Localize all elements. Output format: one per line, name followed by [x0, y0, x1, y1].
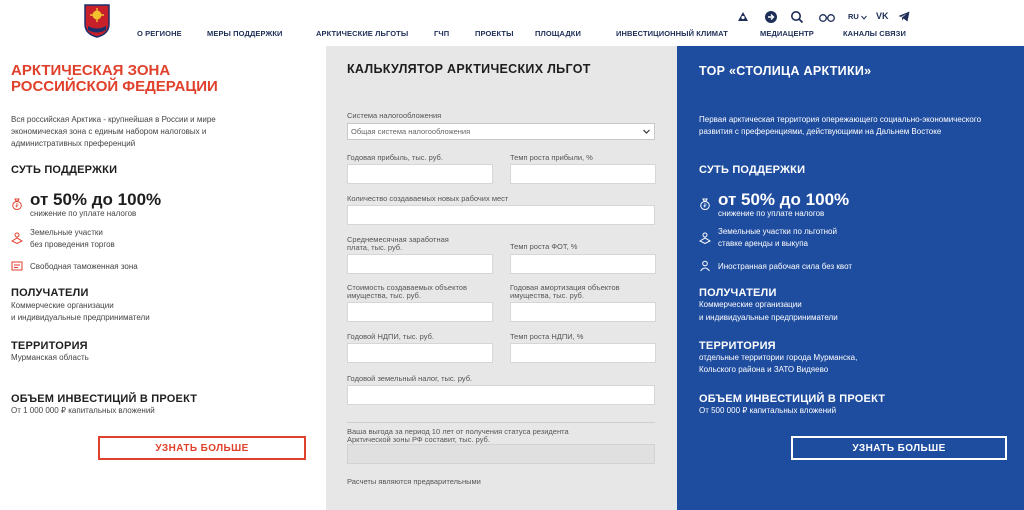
- arctic-benefits-calculator: [326, 46, 677, 510]
- profit-label: Годовая прибыль, тыс. руб.: [347, 153, 443, 162]
- investment-title: ОБЪЕМ ИНВЕСТИЦИЙ В ПРОЕКТ: [11, 393, 198, 405]
- money-bag-icon: [699, 198, 711, 210]
- customs-icon: [11, 260, 23, 272]
- territory-title: ТЕРРИТОРИЯ: [11, 340, 88, 352]
- profit-rate-input[interactable]: [510, 164, 656, 184]
- tax-system-select[interactable]: [347, 123, 655, 140]
- result-label-line1: Ваша выгода за период 10 лет от получения статуса резидента: [347, 427, 569, 436]
- calculator-title: КАЛЬКУЛЯТОР АРКТИЧЕСКИХ ЛЬГОТ: [347, 62, 591, 76]
- land-plot-icon: [11, 232, 23, 244]
- login-icon[interactable]: [764, 10, 778, 24]
- accessibility-icon[interactable]: [736, 10, 750, 24]
- nav-investment-climate[interactable]: ИНВЕСТИЦИОННЫЙ КЛИМАТ: [616, 29, 728, 38]
- land-plot-icon: [699, 232, 711, 244]
- territory-text: Мурманская область: [11, 353, 89, 362]
- result-label-line2: Арктической зоны РФ составит, тыс. руб.: [347, 435, 490, 444]
- nav-support-measures[interactable]: МЕРЫ ПОДДЕРЖКИ: [207, 29, 283, 38]
- ndpi-rate-label: Темп роста НДПИ, %: [510, 332, 584, 341]
- land-tax-label: Годовой земельный налог, тыс. руб.: [347, 374, 473, 383]
- preliminary-note: Расчеты являются предварительными: [347, 477, 481, 486]
- foreign-workforce: Иностранная рабочая сила без квот: [718, 262, 853, 271]
- fot-rate-input[interactable]: [510, 254, 656, 274]
- calculator-divider: [347, 422, 655, 423]
- profit-rate-label: Темп роста прибыли, %: [510, 153, 593, 162]
- recipients-line2: и индивидуальные предприниматели: [699, 313, 838, 322]
- nav-arctic-benefits[interactable]: АРКТИЧЕСКИЕ ЛЬГОТЫ: [316, 29, 409, 38]
- main-nav: [0, 29, 1024, 41]
- jobs-label: Количество создаваемых новых рабочих мест: [347, 194, 509, 203]
- telegram-icon[interactable]: [898, 11, 910, 22]
- tax-reduction-caption: снижение по уплате налогов: [718, 209, 825, 218]
- amortization-label-line2: имущества, тыс. руб.: [510, 291, 584, 300]
- land-plots-line2: без проведения торгов: [30, 240, 115, 249]
- arctic-zone-intro: Вся российская Арктика - крупнейшая в России и мире экономическая зона с единым набором налоговых и административных преференций: [11, 115, 216, 148]
- recipients-line1: Коммерческие организации: [699, 300, 802, 309]
- nav-ppp[interactable]: ГЧП: [434, 29, 450, 38]
- land-plots-line1: Земельные участки по льготной: [718, 227, 837, 236]
- nav-sites[interactable]: ПЛОЩАДКИ: [535, 29, 581, 38]
- tor-intro: Первая арктическая территория опережающего социально-экономического развития с преференциями, действующими на Дальнем Востоке: [699, 115, 982, 136]
- svg-text:₽: ₽: [15, 203, 19, 210]
- arctic-zone-title: АРКТИЧЕСКАЯ ЗОНА РОССИЙСКОЙ ФЕДЕРАЦИИ: [11, 62, 218, 95]
- tax-reduction-value: от 50% до 100%: [30, 190, 162, 209]
- recipients-line1: Коммерческие организации: [11, 301, 114, 310]
- language-selector[interactable]: [848, 12, 867, 21]
- property-label-line2: имущества, тыс. руб.: [347, 291, 421, 300]
- nav-media-center[interactable]: МЕДИАЦЕНТР: [760, 29, 814, 38]
- territory-title: ТЕРРИТОРИЯ: [699, 340, 776, 352]
- tor-arctic-capital-panel: [677, 46, 1024, 510]
- vk-icon[interactable]: VK: [876, 11, 889, 21]
- profit-input[interactable]: [347, 164, 493, 184]
- property-input[interactable]: [347, 302, 493, 322]
- salary-label-line1: Среднемесячная заработная: [347, 235, 449, 244]
- svg-text:₽: ₽: [703, 203, 707, 210]
- investment-text: От 500 000 ₽ капитальных вложений: [699, 406, 837, 415]
- land-tax-input[interactable]: [347, 385, 655, 405]
- foreign-workers-icon: [699, 260, 711, 272]
- investment-title: ОБЪЕМ ИНВЕСТИЦИЙ В ПРОЕКТ: [699, 393, 886, 405]
- land-plots-line1: Земельные участки: [30, 228, 103, 237]
- money-bag-icon: [11, 198, 23, 210]
- tax-system-value: Общая система налогообложения: [351, 127, 471, 136]
- nav-contact-channels[interactable]: КАНАЛЫ СВЯЗИ: [843, 29, 906, 38]
- support-title: СУТЬ ПОДДЕРЖКИ: [699, 164, 806, 176]
- search-icon[interactable]: [790, 10, 804, 24]
- territory-line1: отдельные территории города Мурманска,: [699, 353, 858, 362]
- ndpi-rate-input[interactable]: [510, 343, 656, 363]
- jobs-input[interactable]: [347, 205, 655, 225]
- amortization-label-line1: Годовая амортизация объектов: [510, 283, 620, 292]
- land-plots-line2: ставке аренды и выкупа: [718, 239, 809, 248]
- recipients-line2: и индивидуальные предприниматели: [11, 313, 150, 322]
- nav-about-region[interactable]: О РЕГИОНЕ: [137, 29, 182, 38]
- fot-rate-label: Темп роста ФОТ, %: [510, 242, 578, 251]
- tax-system-label: Система налогообложения: [347, 111, 442, 120]
- site-header: [0, 0, 1024, 46]
- recipients-title: ПОЛУЧАТЕЛИ: [11, 287, 89, 299]
- learn-more-button-tor[interactable]: УЗНАТЬ БОЛЬШЕ: [791, 436, 1007, 460]
- learn-more-button-arctic-zone[interactable]: УЗНАТЬ БОЛЬШЕ: [98, 436, 306, 460]
- amortization-input[interactable]: [510, 302, 656, 322]
- territory-line2: Кольского района и ЗАТО Видяево: [699, 365, 829, 374]
- tax-reduction-value: от 50% до 100%: [718, 190, 850, 209]
- language-label: RU: [848, 12, 859, 21]
- salary-label-line2: плата, тыс. руб.: [347, 243, 403, 252]
- chevron-down-icon: [861, 15, 867, 20]
- tax-reduction-caption: снижение по уплате налогов: [30, 209, 137, 218]
- support-title: СУТЬ ПОДДЕРЖКИ: [11, 164, 118, 176]
- investment-text: От 1 000 000 ₽ капитальных вложений: [11, 406, 155, 415]
- property-label-line1: Стоимость создаваемых объектов: [347, 283, 467, 292]
- result-output-field: [347, 444, 655, 464]
- ndpi-input[interactable]: [347, 343, 493, 363]
- recipients-title: ПОЛУЧАТЕЛИ: [699, 287, 777, 299]
- arctic-zone-panel: [0, 46, 326, 510]
- tor-title: ТОР «СТОЛИЦА АРКТИКИ»: [699, 64, 872, 78]
- salary-input[interactable]: [347, 254, 493, 274]
- low-vision-icon[interactable]: [818, 10, 836, 24]
- chevron-down-icon: [643, 128, 650, 135]
- free-customs-zone: Свободная таможенная зона: [30, 262, 138, 271]
- nav-projects[interactable]: ПРОЕКТЫ: [475, 29, 514, 38]
- ndpi-label: Годовой НДПИ, тыс. руб.: [347, 332, 434, 341]
